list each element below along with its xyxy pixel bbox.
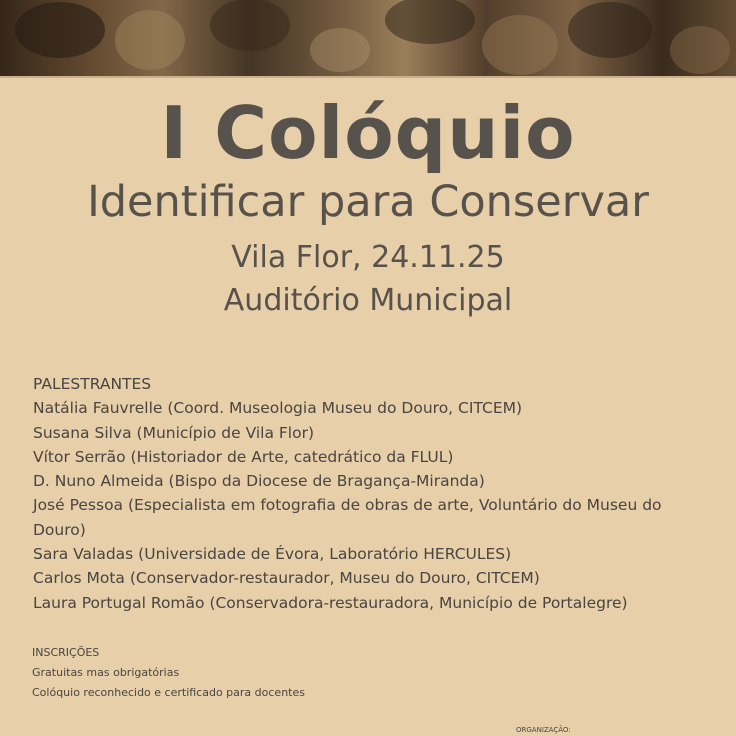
speakers-list (33, 372, 723, 615)
event-venue: Auditório Municipal (223, 283, 513, 318)
registration-line-1: Gratuitas mas obrigatórias (32, 666, 180, 679)
speaker-item: Susana Silva (Município de Vila Flor) (33, 423, 315, 442)
speaker-item: Douro) (33, 520, 86, 539)
speaker-item: Laura Portugal Romão (Conservadora-restauradora, Município de Portalegre) (33, 593, 628, 612)
speaker-item: Vítor Serrão (Historiador de Arte, catedrático da FLUL) (33, 447, 454, 466)
registration-line-2: Colóquio reconhecido e certificado para docentes (32, 686, 305, 699)
speaker-item: José Pessoa (Especialista em fotografia de obras de arte, Voluntário do Museu do (33, 496, 662, 515)
event-place-date: Vila Flor, 24.11.25 (231, 240, 505, 275)
painting-banner-icon (0, 0, 736, 76)
event-title: I Colóquio (160, 91, 576, 175)
registration-heading: INSCRIÇÕES (32, 646, 100, 659)
header-painting-image (0, 0, 736, 78)
speaker-item: Natália Fauvrelle (Coord. Museologia Museu do Douro, CITCEM) (33, 399, 523, 418)
speaker-item: Carlos Mota (Conservador-restaurador, Museu do Douro, CITCEM) (33, 569, 540, 588)
speakers-heading: PALESTRANTES (33, 375, 152, 393)
event-subtitle: Identificar para Conservar (87, 177, 649, 227)
registration-info (32, 643, 532, 703)
speaker-item: Sara Valadas (Universidade de Évora, Laboratório HERCULES) (33, 545, 512, 564)
organization-label: ORGANIZAÇÃO: (516, 726, 571, 734)
speaker-item: D. Nuno Almeida (Bispo da Diocese de Bragança-Miranda) (33, 472, 485, 491)
